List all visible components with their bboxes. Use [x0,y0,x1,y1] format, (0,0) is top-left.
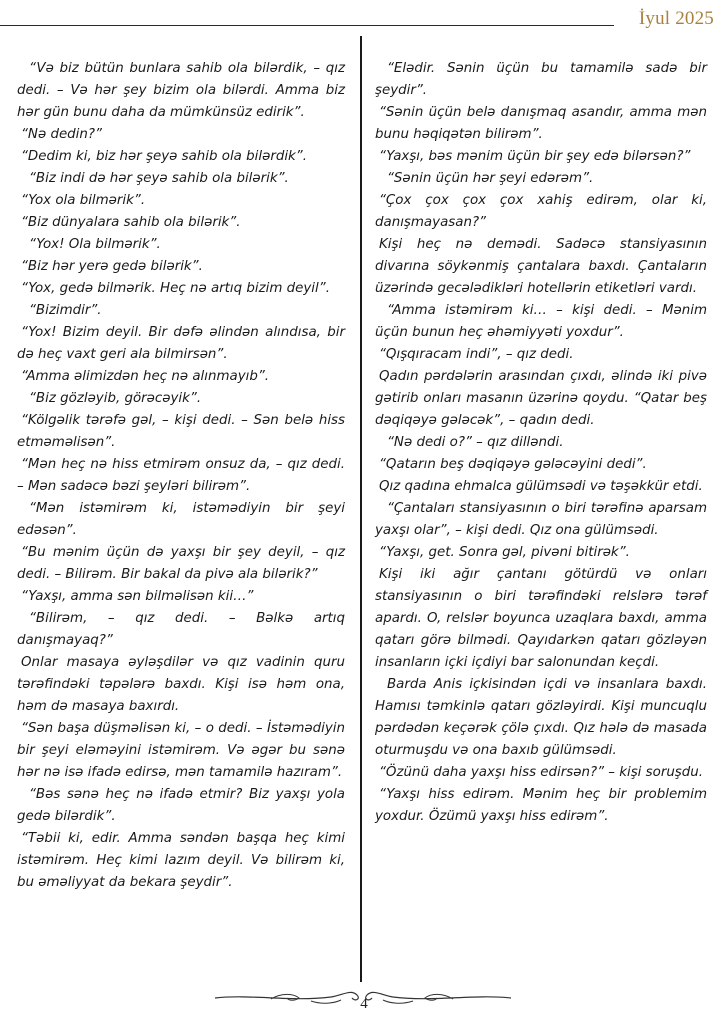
paragraph: “Sənin üçün belə danışmaq asandır, amma mən bunu həqiqətən bilirəm”. [375,105,707,142]
header-rule [0,25,614,26]
paragraph: “Çox çox çox çox xahiş edirəm, olar ki, danışmayasan?” [375,193,707,230]
paragraph: “Bəs sənə heç nə ifadə etmir? Biz yaxşı yola gedə bilərdik”. [17,787,345,824]
paragraph: “Yaxşı, bəs mənim üçün bir şey edə bilərsən?” [379,149,691,164]
page-number: 4 [360,996,368,1012]
paragraph: Onlar masaya əyləşdilər və qız vadinin quru tərəfindəki təpələrə baxdı. Kişi isə həm ona, həm də masaya baxırdı. [17,655,345,714]
paragraph: “Yox, gedə bilmərik. Heç nə artıq bizim deyil”. [21,281,330,296]
paragraph: “Özünü daha yaxşı hiss edirsən?” – kişi soruşdu. [379,765,704,780]
paragraph: “Yaxşı, get. Sonra gəl, pivəni bitirək”. [379,545,630,560]
paragraph: Qız qadına ehmalca gülümsədi və təşəkkür etdi. [379,479,703,494]
paragraph: “Amma istəmirəm ki… – kişi dedi. – Mənim üçün bunun heç əhəmiyyəti yoxdur”. [375,303,707,340]
paragraph: “Biz gözləyib, görəcəyik”. [29,391,202,406]
paragraph: “Bizimdir”. [29,303,102,318]
paragraph: “Mən heç nə hiss etmirəm onsuz da, – qız dedi. – Mən sadəcə bəzi şeyləri bilirəm”. [17,457,345,494]
paragraph: “Yox! Bizim deyil. Bir dəfə əlindən alındısa, bir də heç vaxt geri ala bilmirsən”. [17,325,345,362]
paragraph: “Təbii ki, edir. Amma səndən başqa heç kimi istəmirəm. Heç kimi lazım deyil. Və bilirəm ki, bu əməliyyat da bekara şeydir”. [17,831,345,890]
issue-date: İyul 2025 [638,8,714,29]
paragraph: “Yox! Ola bilmərik”. [29,237,161,252]
paragraph: “Və biz bütün bunlara sahib ola bilərdik, – qız dedi. – Və hər şey bizim ola bilərdi. Amma biz hər gün bunu daha da mümkünsüz edirik”. [17,61,345,120]
paragraph: “Biz indi də hər şeyə sahib ola bilərik”. [29,171,289,186]
paragraph: Barda Anis içkisindən içdi və insanlara baxdı. Hamısı təmkinlə qatarı gözləyirdi. Kişi muncuqlu pərdədən keçərək çölə çıxdı. Qız hələ də masada oturmuşdu və ona baxıb gülümsədi. [375,677,707,758]
right-column [375,58,707,828]
column-divider [360,36,362,982]
paragraph: Kişi iki ağır çantanı götürdü və onları stansiyasının o biri tərəfindəki relslərə tərəf apardı. O, relslər boyunca uzaqlara baxdı, amma qatarı görə bilmədi. Qayıdarkən qatarı gözləyən insanların içki içdiyi bar salonundan keçdi. [375,567,707,670]
paragraph: Qadın pərdələrin arasından çıxdı, əlində iki pivə gətirib onları masanın üzərinə qoydu. “Qatar beş dəqiqəyə gələcək”, – qadın dedi. [375,369,707,428]
paragraph: “Qatarın beş dəqiqəyə gələcəyini dedi”. [379,457,647,472]
paragraph: “Yox ola bilmərik”. [21,193,146,208]
paragraph: “Nə dedi o?” – qız dilləndi. [387,435,564,450]
paragraph: “Biz dünyalara sahib ola bilərik”. [21,215,241,230]
paragraph: “Çantaları stansiyasının o biri tərəfinə aparsam yaxşı olar”, – kişi dedi. Qız ona gülümsədi. [375,501,707,538]
paragraph: “Sənin üçün hər şeyi edərəm”. [387,171,594,186]
paragraph: “Biz hər yerə gedə bilərik”. [21,259,203,274]
paragraph: “Nə dedin?” [21,127,102,142]
paragraph: “Yaxşı hiss edirəm. Mənim heç bir problemim yoxdur. Özümü yaxşı hiss edirəm”. [375,787,707,824]
paragraph: “Amma əlimizdən heç nə alınmayıb”. [21,369,270,384]
paragraph: “Elədir. Sənin üçün bu tamamilə sadə bir şeydir”. [375,61,707,98]
paragraph: “Mən istəmirəm ki, istəmədiyin bir şeyi edəsən”. [17,501,345,538]
paragraph: “Kölgəlik tərəfə gəl, – kişi dedi. – Sən belə hiss etməməlisən”. [17,413,345,450]
paragraph: “Bilirəm, – qız dedi. – Bəlkə artıq danışmayaq?” [17,611,345,648]
paragraph: “Dedim ki, biz hər şeyə sahib ola bilərdik”. [21,149,307,164]
paragraph: “Qışqıracam indi”, – qız dedi. [379,347,574,362]
paragraph: Kişi heç nə demədi. Sadəcə stansiyasının divarına söykənmiş çantalara baxdı. Çantaların üzərində gecələdikləri hotellərin etiketləri vardı. [375,237,707,296]
left-column [17,58,345,894]
paragraph: “Bu mənim üçün də yaxşı bir şey deyil, – qız dedi. – Bilirəm. Bir bakal da pivə ala bilərik?” [17,545,345,582]
paragraph: “Yaxşı, amma sən bilməlisən kii…” [21,589,254,604]
paragraph: “Sən başa düşməlisən ki, – o dedi. – İstəmədiyin bir şeyi eləməyini istəmirəm. Və əgər bu sənə hər nə isə ifadə edirsə, mən tamamilə hazıram”. [17,721,345,780]
